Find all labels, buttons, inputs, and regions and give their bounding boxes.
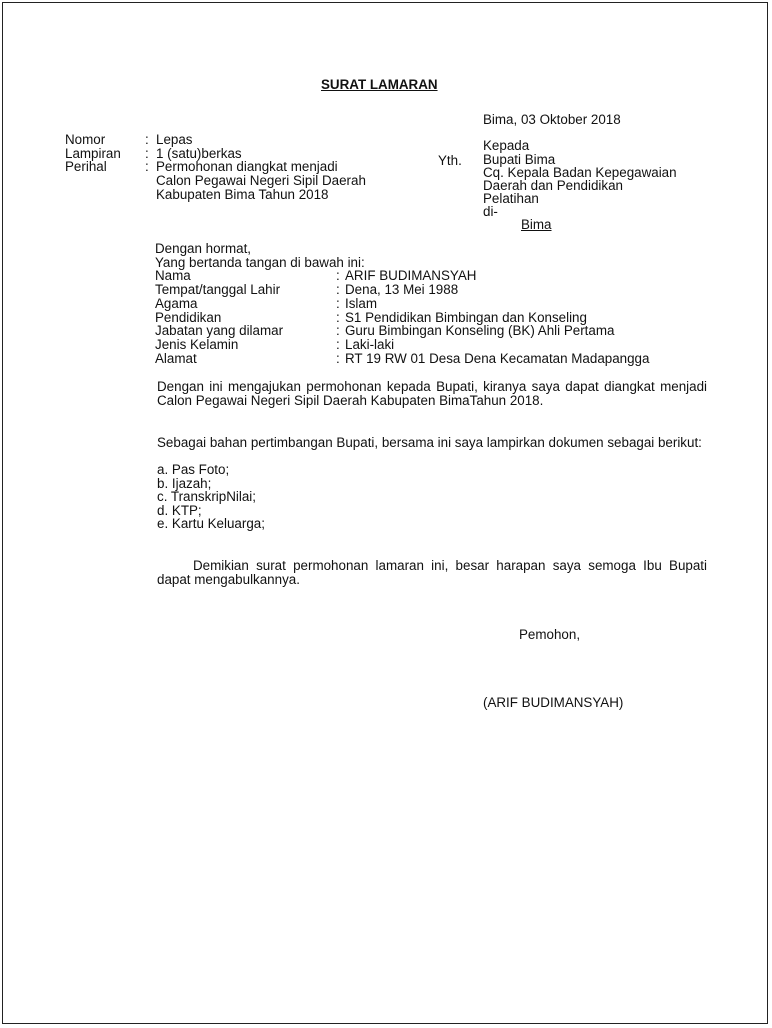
applicant-sep: : [336, 282, 340, 297]
recipient-line: Daerah dan Pendidikan [483, 178, 623, 193]
attachment-list [157, 463, 265, 531]
recipient-kepada: Kepada [483, 138, 530, 153]
applicant-value-jabatan: Guru Bimbingan Konseling (BK) Ahli Pertama [345, 323, 615, 338]
applicant-label-pendidikan: Pendidikan [155, 310, 222, 325]
recipient-line: Cq. Kepala Badan Kepegawaian [483, 165, 677, 180]
greeting: Dengan hormat, [155, 241, 252, 256]
attachment-item: c. TranskripNilai; [157, 489, 256, 504]
applicant-value-pendidikan: S1 Pendidikan Bimbingan dan Konseling [345, 310, 587, 325]
meta-sep: : [145, 146, 149, 161]
attachment-item: d. KTP; [157, 502, 202, 518]
perihal-line-3: Kabupaten Bima Tahun 2018 [156, 187, 329, 202]
applicant-label-ttl: Tempat/tanggal Lahir [155, 282, 281, 297]
recipient-yth: Yth. [438, 153, 462, 168]
applicant-value-ttl: Dena, 13 Mei 1988 [345, 282, 459, 297]
applicant-label-alamat: Alamat [155, 351, 197, 366]
meta-sep: : [145, 132, 149, 147]
applicant-label-nama: Nama [155, 268, 191, 283]
applicant-value-agama: Islam [345, 296, 377, 311]
paragraph-attachments-intro: Sebagai bahan pertimbangan Bupati, bersama ini saya lampirkan dokumen sebagai berikut: [157, 435, 702, 450]
letter-page [2, 2, 768, 1024]
attachment-item: b. Ijazah; [157, 475, 212, 491]
attachment-item: a. Pas Foto; [157, 462, 230, 477]
letter-title: SURAT LAMARAN [321, 77, 438, 92]
meta-value-lampiran: 1 (satu)berkas [156, 146, 242, 161]
perihal-line-2: Calon Pegawai Negeri Sipil Daerah [156, 173, 366, 188]
applicant-label-kelamin: Jenis Kelamin [155, 337, 239, 352]
meta-sep: : [145, 159, 149, 174]
applicant-label-agama: Agama [155, 296, 198, 311]
applicant-value-kelamin: Laki-laki [345, 337, 395, 352]
meta-label-lampiran: Lampiran [65, 146, 121, 161]
recipient-city: Bima [521, 217, 552, 232]
paragraph-request: Dengan ini mengajukan permohonan kepada Bupati, kiranya saya dapat diangkat menjadi Calon Pegawai Negeri Sipil Daerah Kabupaten BimaTahun 2018. [157, 379, 707, 408]
place-date: Bima, 03 Oktober 2018 [483, 112, 621, 127]
applicant-value-nama: ARIF BUDIMANSYAH [345, 268, 477, 283]
applicant-label-jabatan: Jabatan yang dilamar [155, 323, 284, 338]
intro: Yang bertanda tangan di bawah ini: [155, 255, 365, 270]
paragraph-closing: Demikian surat permohonan lamaran ini, besar harapan saya semoga Ibu Bupati dapat mengabulkannya. [157, 558, 707, 587]
applicant-sep: : [336, 351, 340, 366]
applicant-sep: : [336, 337, 340, 352]
meta-label-nomor: Nomor [65, 132, 106, 147]
applicant-value-alamat: RT 19 RW 01 Desa Dena Kecamatan Madapangga [345, 351, 650, 366]
meta-value-nomor: Lepas [156, 132, 193, 147]
recipient-line: Bupati Bima [483, 152, 556, 167]
applicant-sep: : [336, 323, 340, 338]
meta-label-perihal: Perihal [65, 159, 107, 174]
signature-name: (ARIF BUDIMANSYAH) [483, 695, 624, 710]
recipient-line: Pelatihan [483, 191, 539, 206]
applicant-sep: : [336, 296, 340, 311]
applicant-sep: : [336, 268, 340, 283]
signoff: Pemohon, [519, 627, 581, 642]
recipient-di: di- [483, 204, 498, 219]
meta-value-perihal: Permohonan diangkat menjadi [156, 159, 338, 174]
attachment-item: e. Kartu Keluarga; [157, 516, 265, 531]
applicant-sep: : [336, 310, 340, 325]
